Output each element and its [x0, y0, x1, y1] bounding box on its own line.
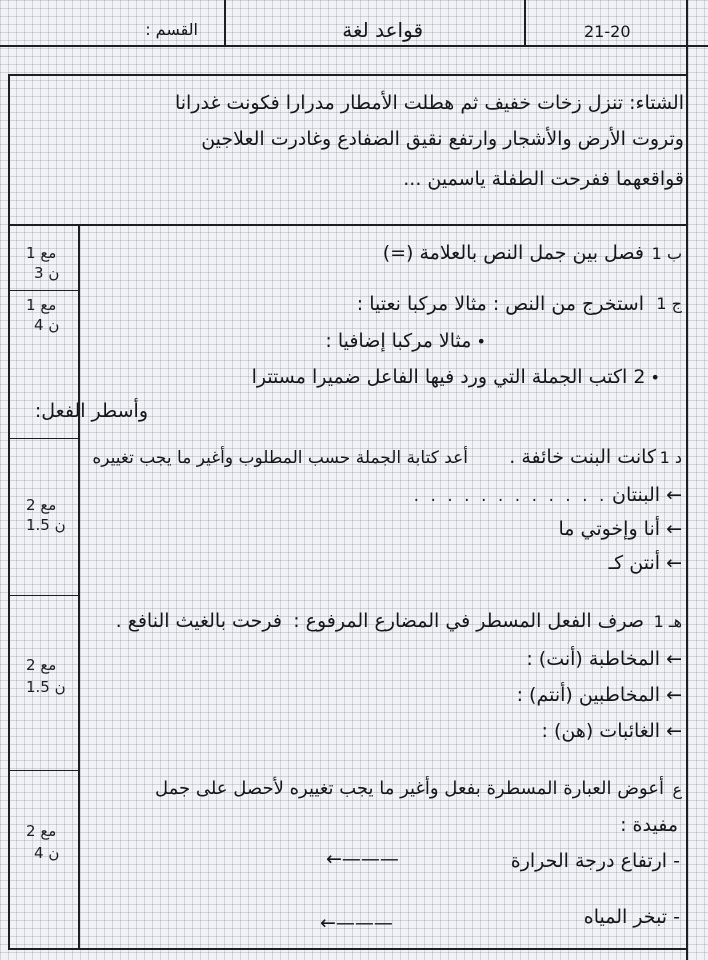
- ex4-item-2-dash: ←: [660, 684, 682, 706]
- ex3-item-1-text: البنتان: [612, 484, 661, 506]
- grade-separator-2: [10, 438, 78, 439]
- ex2-item2-bullet: •: [645, 368, 660, 387]
- ex2-number: 1: [656, 294, 667, 313]
- ex1-number: 1: [651, 244, 662, 263]
- ex2-grade-points: 4 ن: [34, 316, 60, 334]
- ex4-phrase: فرحت بالغيث النافع .: [115, 610, 282, 632]
- questions-left-border: [8, 226, 10, 950]
- ex4-number: 1: [653, 612, 664, 631]
- ex5-marker: ع: [672, 780, 682, 799]
- ex3-item-1: [412, 484, 682, 506]
- ex2-sub-b: [325, 330, 486, 352]
- grade-separator-4: [10, 770, 78, 771]
- grade-column-divider: [78, 226, 80, 950]
- grade-separator-1: [10, 290, 78, 291]
- ex3-grade-points: 1.5 ن: [26, 516, 66, 534]
- ex3-item-1-dots: . . . . . . . . . . . .: [412, 489, 606, 505]
- ex4-grade-points: 1.5 ن: [26, 678, 66, 696]
- ex1-grade-points: 3 ن: [34, 264, 60, 282]
- ex4-prompt: صرف الفعل المسطر في المضارع المرفوع :: [293, 610, 644, 632]
- passage-line-3: قواقعهما ففرحت الطفلة ياسمين ...: [403, 168, 684, 190]
- passage-line-2: وتروت الأرض والأشجار وارتفع نقيق الضفادع وغادرت العلاجين: [201, 128, 684, 150]
- page-bottom-rule: [8, 948, 688, 950]
- ex4-marker-letter: هـ: [668, 612, 682, 631]
- header-divider-left: [224, 0, 226, 46]
- ex5-item-1-arrow: ←———: [326, 848, 399, 870]
- ex2-marker: [656, 294, 682, 313]
- ex4-item-1: [526, 648, 682, 670]
- header-divider-right: [524, 0, 526, 46]
- ex4-marker: [654, 612, 682, 631]
- ex5-item-2-arrow: ←———: [320, 912, 393, 934]
- ex2-sub-b-text: مثالا مركبا إضافيا :: [325, 330, 472, 352]
- ex2-item2-line2: وأسطر الفعل:: [34, 400, 148, 422]
- ex1-text: فصل بين جمل النص بالعلامة (=): [382, 242, 644, 264]
- ex3-number: 1: [659, 448, 670, 467]
- ex4-item-3: [542, 720, 682, 742]
- ex4-item-2: [517, 684, 682, 706]
- ex4-item-3-dash: ←: [660, 720, 682, 742]
- section-label: القسم :: [145, 20, 198, 39]
- ex5-item-1: [511, 850, 680, 872]
- ex3-item-1-dash: ←: [660, 484, 682, 506]
- ex4-item-1-dash: ←: [660, 648, 682, 670]
- page-title: قواعد لغة: [342, 18, 423, 42]
- ex5-prompt-line-1: أعوض العبارة المسطرة بفعل وأغير ما يجب تغييره لأحصل على جمل: [154, 778, 664, 799]
- ex5-item-1-dash: -: [667, 850, 680, 872]
- ex3-prompt-text: أعد كتابة الجملة حسب المطلوب وأغير ما يجب تغييره: [92, 448, 468, 468]
- ex5-item-2-text: تبخر المياه: [583, 906, 668, 928]
- ex3-marker-letter: د: [674, 448, 682, 467]
- ex2-grade-code: مع 1: [26, 296, 57, 314]
- ex2-item2-line1: [252, 366, 660, 388]
- ex2-text: استخرج من النص : مثالا مركبا نعتيا :: [356, 293, 644, 315]
- ex5-item-1-text: ارتفاع درجة الحرارة: [510, 850, 668, 872]
- ex2-marker-letter: ج: [671, 294, 682, 313]
- ex2-item2-line1-text: 2 اكتب الجملة التي ورد فيها الفاعل ضميرا مستترا: [251, 366, 646, 388]
- passage-box-top: [8, 74, 688, 76]
- ex2-sub-b-bullet: •: [471, 332, 486, 351]
- ex3-item-2-dash: ←: [660, 518, 682, 540]
- passage-box-bottom: [8, 224, 688, 226]
- passage-line-1: الشتاء: تنزل زخات خفيف ثم هطلت الأمطار مدرارا فكونت غدرانا: [174, 92, 684, 114]
- ex1-grade-code: مع 1: [26, 244, 57, 262]
- ex1-marker-letter: ب: [666, 244, 682, 263]
- ex5-grade-points: 4 ن: [34, 844, 60, 862]
- ex4-item-2-text: المخاطبين (أنتم) :: [516, 684, 661, 706]
- ex4-item-1-text: المخاطبة (أنت) :: [526, 648, 661, 670]
- ex3-item-2: [558, 518, 682, 540]
- ex5-grade-code: مع 2: [26, 822, 57, 840]
- ex5-prompt-line-2: مفيدة :: [620, 814, 678, 836]
- header-bottom-rule: [0, 45, 708, 47]
- ex1-marker: [652, 244, 682, 263]
- ex3-marker: [660, 448, 682, 467]
- ex5-item-2: [584, 906, 680, 928]
- grade-separator-3: [10, 595, 78, 596]
- ex3-item-2-text: أنا وإخوتي ما: [558, 518, 661, 540]
- ex3-item-3-dash: ←: [660, 552, 682, 574]
- ex3-item-3: [609, 552, 682, 574]
- ex5-item-2-dash: -: [667, 906, 680, 928]
- school-year: 21-20: [584, 22, 631, 41]
- page-right-border: [686, 0, 688, 960]
- ex3-prompt-sentence: كانت البنت خائفة .: [509, 446, 656, 468]
- ex4-item-3-text: الغائبات (هن) :: [541, 720, 661, 742]
- ex3-grade-code: مع 2: [26, 496, 57, 514]
- passage-box-left: [8, 74, 10, 226]
- ex3-item-3-text: أنتن كـ: [608, 552, 661, 574]
- ex4-grade-code: مع 2: [26, 656, 57, 674]
